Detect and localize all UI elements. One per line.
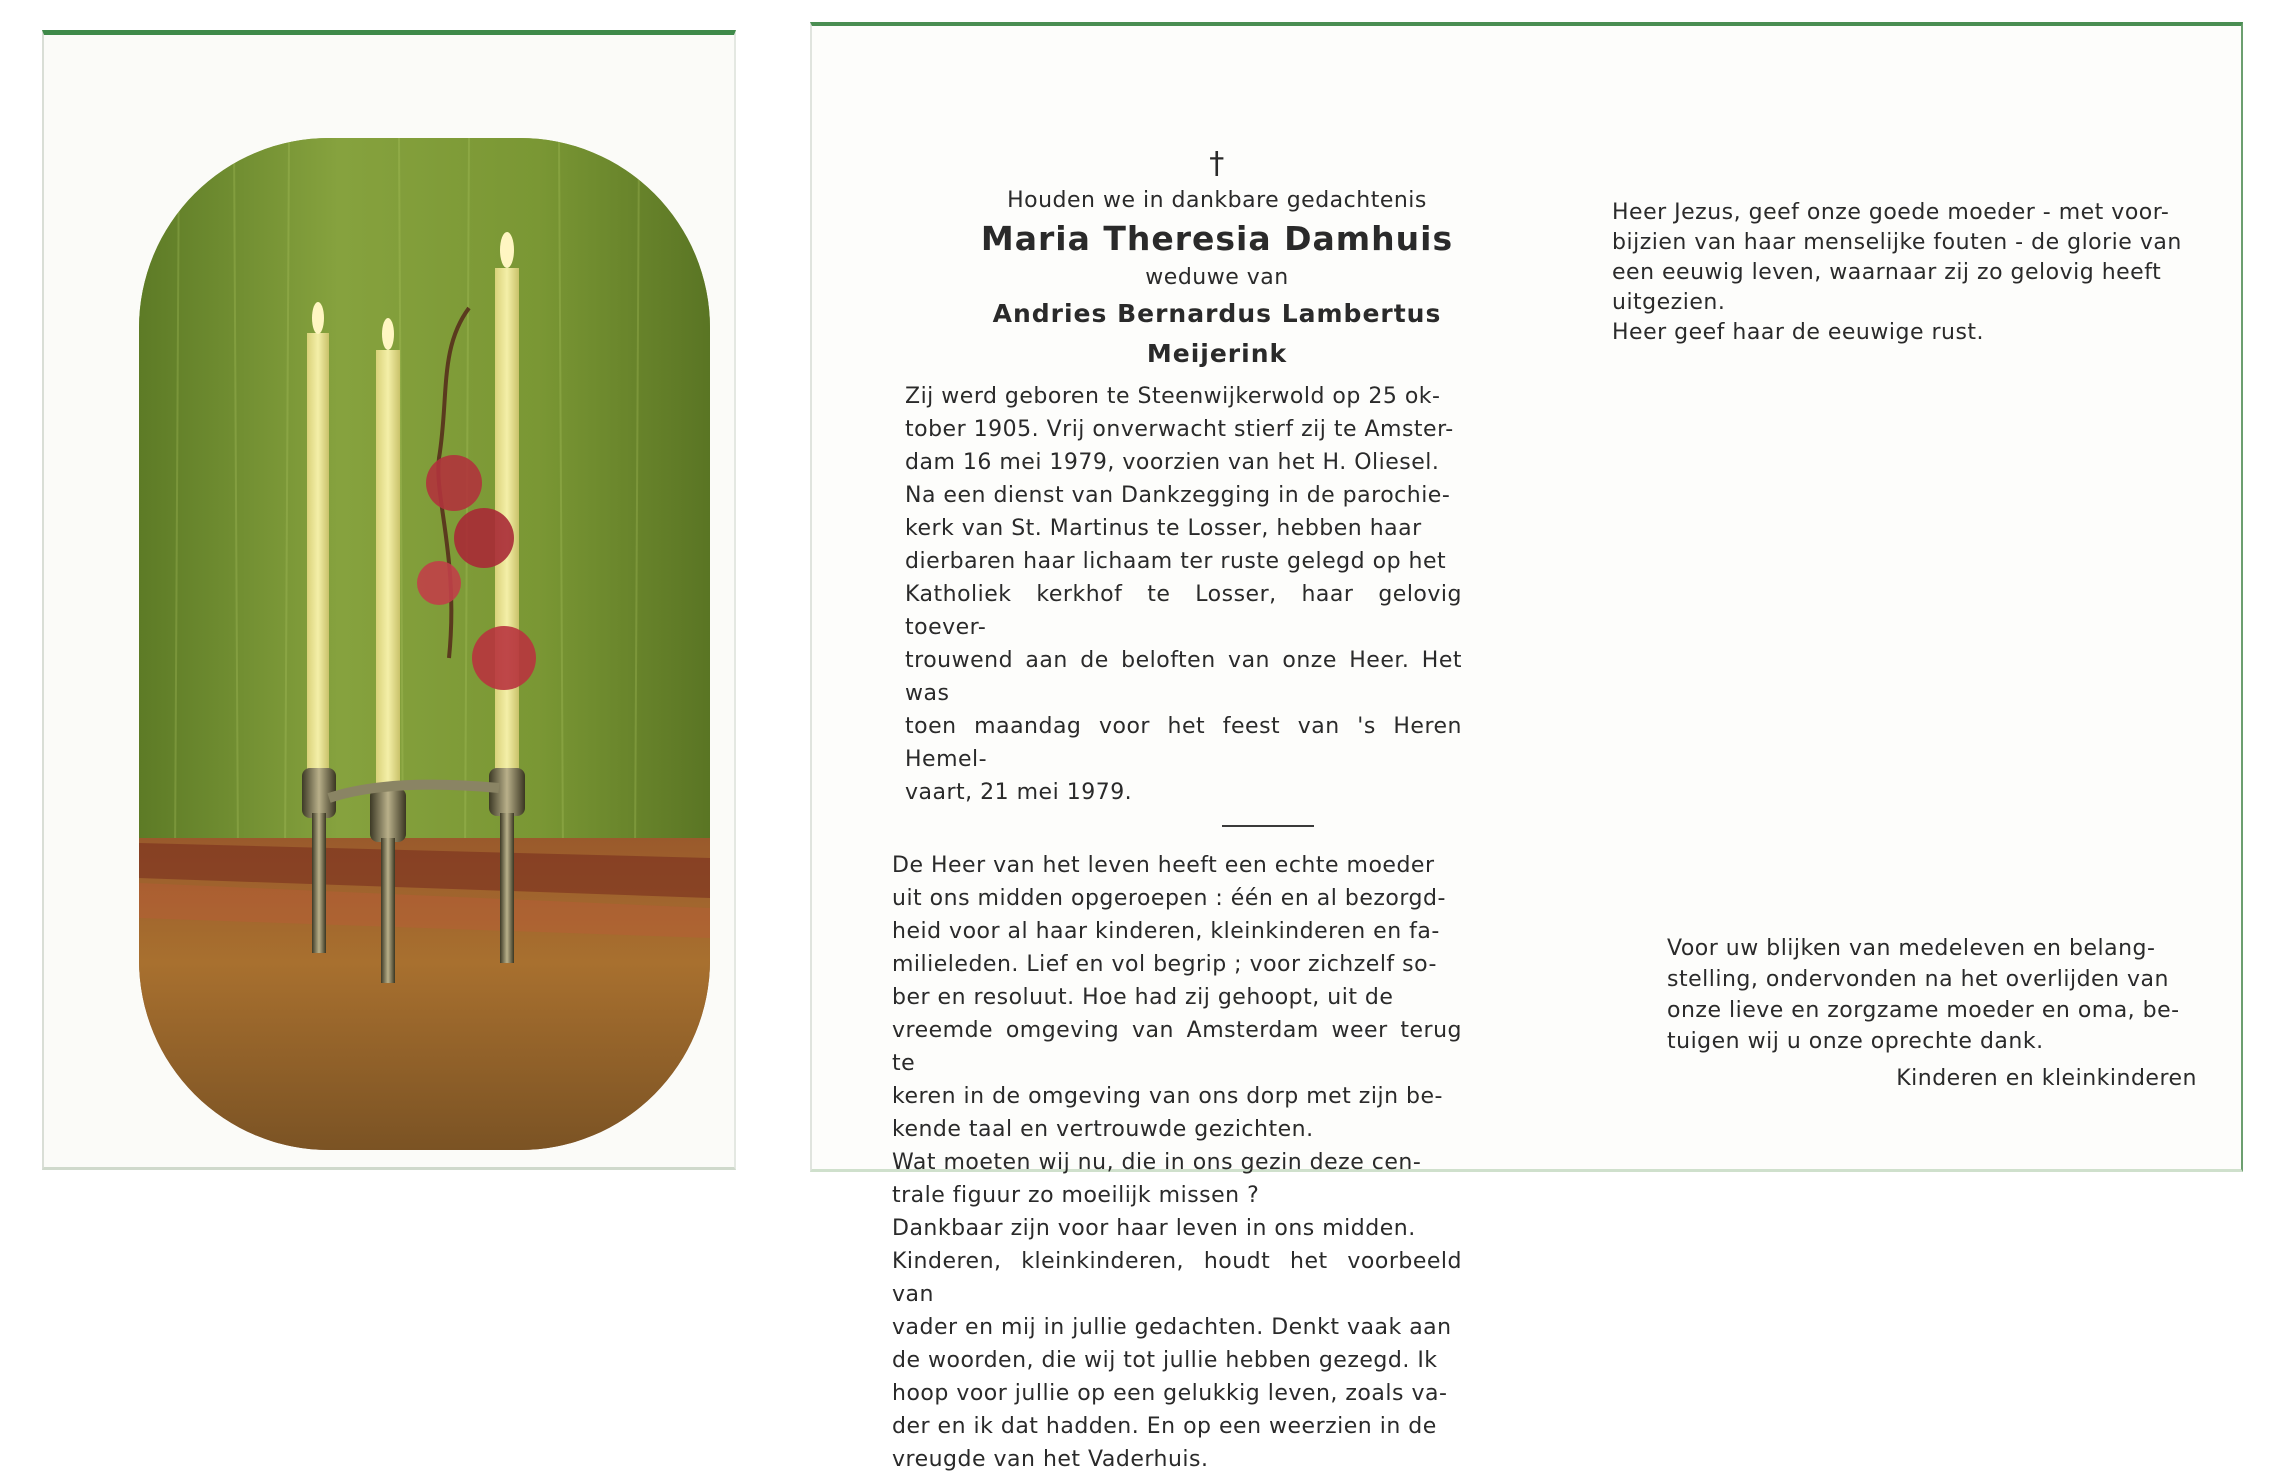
bio-line: toen maandag voor het feest van 's Heren Hemel- <box>905 714 1462 772</box>
front-card <box>42 30 736 1170</box>
prayer <box>1612 198 2192 348</box>
thanks-note <box>1667 933 2197 1094</box>
tribute-line: Kinderen, kleinkinderen, houdt het voorbeeld van <box>892 1249 1462 1307</box>
tribute-line: vreemde omgeving van Amsterdam weer terug te <box>892 1018 1462 1076</box>
prayer-line: uitgezien. <box>1612 290 1726 315</box>
bio-line: dierbaren haar lichaam ter ruste gelegd op het <box>905 549 1447 574</box>
tribute-line: ber en resoluut. Hoe had zij gehoopt, uit de <box>892 985 1394 1010</box>
tribute-line: de woorden, die wij tot jullie hebben gezegd. Ik <box>892 1348 1438 1373</box>
text-card <box>810 22 2243 1472</box>
thanks-line: onze lieve en zorgzame moeder en oma, be- <box>1667 998 2180 1023</box>
signature: Kinderen en kleinkinderen <box>1896 1066 2197 1091</box>
thanks-line: tuigen wij u onze oprechte dank. <box>1667 1029 2044 1054</box>
tribute-line: Wat moeten wij nu, die in ons gezin deze cen- <box>892 1150 1422 1175</box>
left-column <box>892 144 1462 1476</box>
prayer-line: een eeuwig leven, waarnaar zij zo gelovig heeft <box>1612 260 2162 285</box>
tribute <box>892 849 1462 1476</box>
bio-line: tober 1905. Vrij onverwacht stierf zij te Amster- <box>905 417 1454 442</box>
bio-line: Zij werd geboren te Steenwijkerwold op 25 ok- <box>905 384 1441 409</box>
tribute-line: heid voor al haar kinderen, kleinkinderen en fa- <box>892 919 1440 944</box>
tribute-line: vreugde van het Vaderhuis. <box>892 1447 1209 1472</box>
bio-line: Katholiek kerkhof te Losser, haar gelovig toever- <box>905 582 1462 640</box>
candles-illustration <box>139 138 710 1150</box>
cross-symbol: † <box>1209 146 1225 181</box>
tribute-line: Dankbaar zijn voor haar leven in ons midden. <box>892 1216 1416 1241</box>
tribute-line: vader en mij in jullie gedachten. Denkt vaak aan <box>892 1315 1452 1340</box>
bio-line: trouwend aan de beloften van onze Heer. Het was <box>905 648 1462 706</box>
deceased-name: Maria Theresia Damhuis <box>980 219 1454 258</box>
prayer-line: Heer Jezus, geef onze goede moeder - met voor- <box>1612 200 2170 225</box>
prayer-line: Heer geef haar de eeuwige rust. <box>1612 320 1985 345</box>
candles-photo <box>139 138 710 1150</box>
tribute-line: kende taal en vertrouwde gezichten. <box>892 1117 1314 1142</box>
thanks-line: Voor uw blijken van medeleven en belang- <box>1667 936 2156 961</box>
tribute-line: der en ik dat hadden. En op een weerzien in de <box>892 1414 1437 1439</box>
bio-line: dam 16 mei 1979, voorzien van het H. Oliesel. <box>905 450 1440 475</box>
tribute-line: milieleden. Lief en vol begrip ; voor zichzelf so- <box>892 952 1437 977</box>
tribute-line: De Heer van het leven heeft een echte moeder <box>892 853 1435 878</box>
widow-of: weduwe van <box>1145 265 1289 290</box>
tribute-line: keren in de omgeving van ons dorp met zijn be- <box>892 1084 1443 1109</box>
tribute-line: hoop voor jullie op een gelukkig leven, zoals va- <box>892 1381 1448 1406</box>
divider-line <box>1222 825 1314 827</box>
thanks-line: stelling, ondervonden na het overlijden van <box>1667 967 2169 992</box>
biography <box>905 380 1462 809</box>
prayer-line: bijzien van haar menselijke fouten - de glorie van <box>1612 230 2182 255</box>
intro-line: Houden we in dankbare gedachtenis <box>1007 188 1427 213</box>
tribute-line: uit ons midden opgeroepen : één en al bezorgd- <box>892 886 1446 911</box>
tribute-line: trale figuur zo moeilijk missen ? <box>892 1183 1260 1208</box>
husband-name: Andries Bernardus Lambertus Meijerink <box>992 299 1442 368</box>
bio-line: Na een dienst van Dankzegging in de parochie- <box>905 483 1451 508</box>
bio-line: vaart, 21 mei 1979. <box>905 780 1133 805</box>
bio-line: kerk van St. Martinus te Losser, hebben haar <box>905 516 1422 541</box>
